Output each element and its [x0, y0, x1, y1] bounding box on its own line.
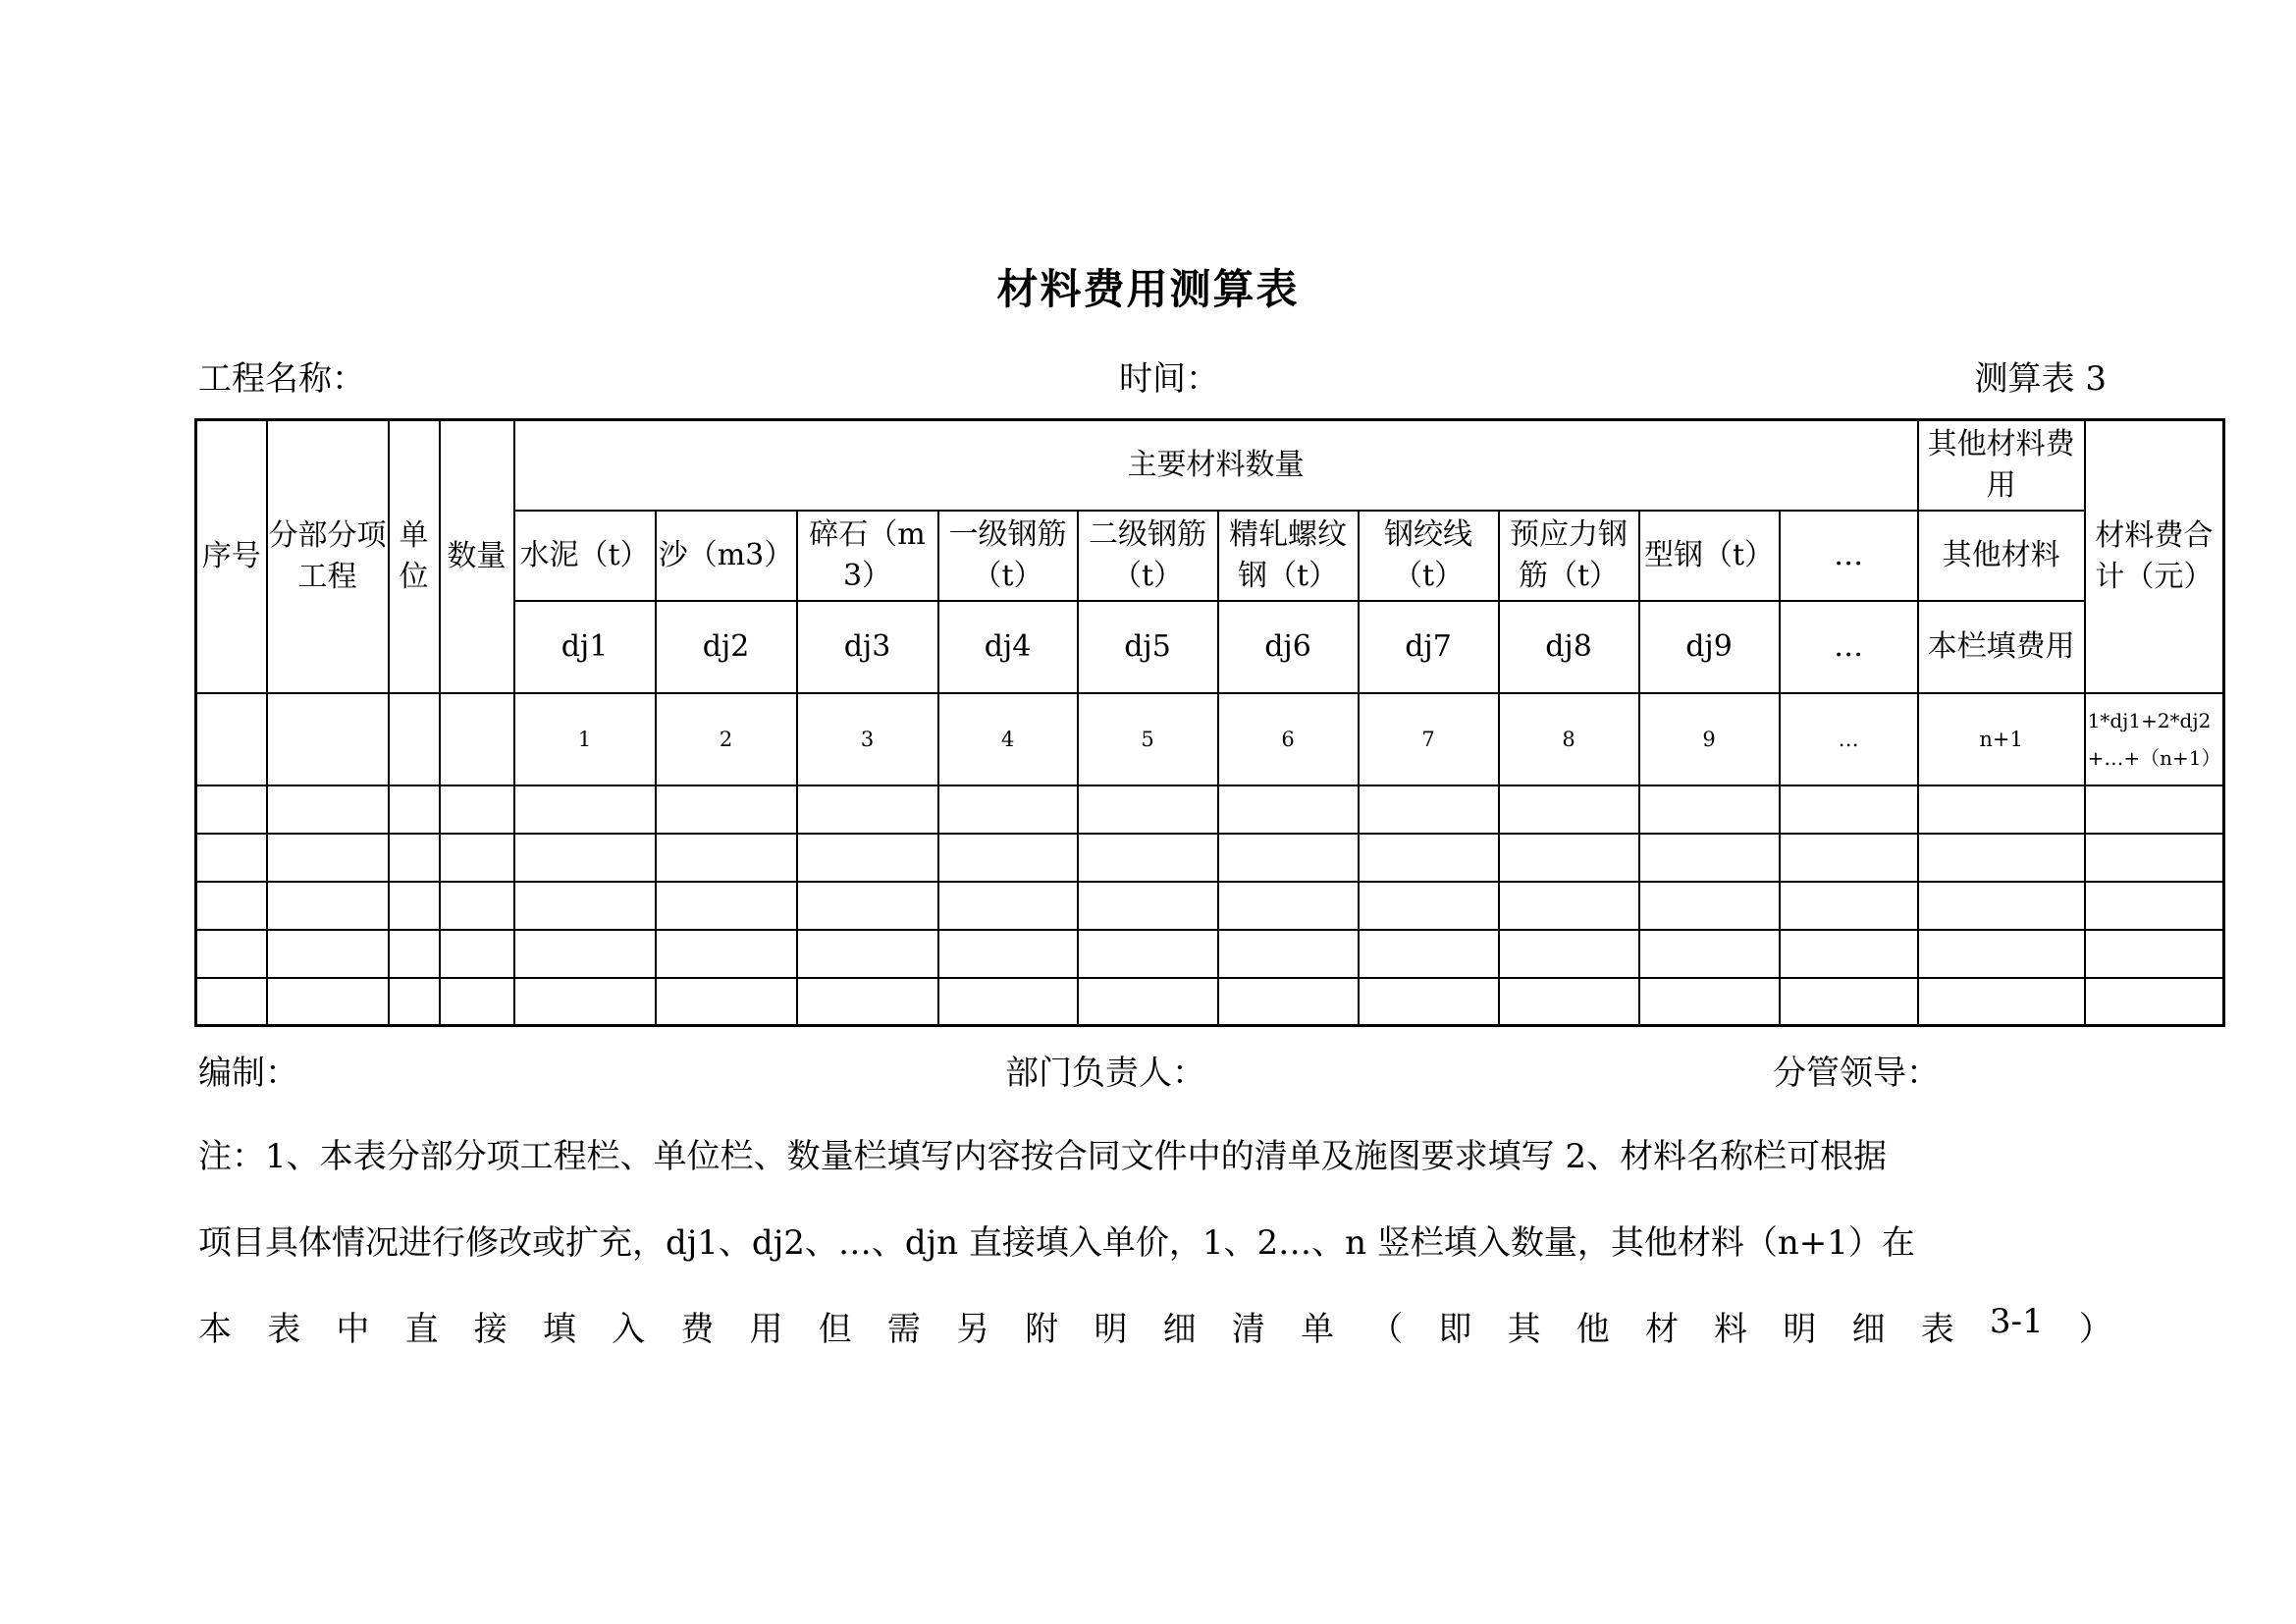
- material-name: 水泥（t）: [514, 511, 656, 601]
- table-cell[interactable]: [797, 785, 938, 834]
- table-cell[interactable]: [267, 930, 389, 978]
- note-line-1: 注：1、本表分部分项工程栏、单位栏、数量栏填写内容按合同文件中的清单及施图要求填写 2、材料名称栏可根据: [198, 1137, 1888, 1176]
- note-char: 直: [404, 1310, 439, 1349]
- table-cell[interactable]: [1078, 785, 1218, 834]
- unit-price: dj3: [797, 601, 938, 693]
- table-cell[interactable]: [196, 978, 267, 1026]
- note-char: 料: [1714, 1310, 1748, 1349]
- table-cell[interactable]: [656, 785, 797, 834]
- unit-price: dj9: [1639, 601, 1780, 693]
- table-row: [196, 930, 2224, 978]
- table-cell[interactable]: [1918, 882, 2085, 930]
- unit-price: dj7: [1359, 601, 1499, 693]
- material-name: 一级钢筋（t）: [938, 511, 1078, 601]
- note-char: 表: [1920, 1310, 1954, 1349]
- sheet-number: 测算表 3: [1974, 359, 2107, 399]
- table-cell[interactable]: [514, 834, 656, 882]
- note-char: 他: [1575, 1310, 1610, 1349]
- unit-price: dj5: [1078, 601, 1218, 693]
- table-cell[interactable]: [196, 693, 267, 785]
- table-cell[interactable]: [440, 785, 514, 834]
- material-cost-table: [194, 418, 2225, 1027]
- unit-price: dj4: [938, 601, 1078, 693]
- note-char: 细: [1851, 1310, 1886, 1349]
- table-cell[interactable]: [514, 785, 656, 834]
- table-cell[interactable]: [440, 882, 514, 930]
- table-cell[interactable]: [938, 834, 1078, 882]
- table-cell[interactable]: [1918, 930, 2085, 978]
- note-char: 入: [612, 1310, 646, 1349]
- table-row: [196, 882, 2224, 930]
- note-char: （: [1369, 1310, 1404, 1349]
- note-char: 清: [1231, 1310, 1265, 1349]
- table-cell[interactable]: [196, 834, 267, 882]
- table-cell[interactable]: [656, 930, 797, 978]
- prepared-by-label: 编制：: [198, 1054, 298, 1093]
- table-cell[interactable]: [938, 882, 1078, 930]
- table-cell[interactable]: [1780, 834, 1918, 882]
- note-line-3: [198, 1302, 2112, 1350]
- table-cell[interactable]: [1780, 785, 1918, 834]
- table-cell[interactable]: [1639, 930, 1780, 978]
- table-cell[interactable]: [389, 882, 440, 930]
- note-char: 本: [198, 1310, 232, 1349]
- note-char: 即: [1438, 1310, 1472, 1349]
- table-cell[interactable]: [267, 978, 389, 1026]
- table-row: [196, 834, 2224, 882]
- unit-price: …: [1780, 601, 1918, 693]
- table-cell[interactable]: [1639, 834, 1780, 882]
- material-name: 钢绞线（t）: [1359, 511, 1499, 601]
- quantity-index: 8: [1499, 693, 1639, 785]
- quantity-index: …: [1780, 693, 1918, 785]
- quantity-index: 5: [1078, 693, 1218, 785]
- table-cell[interactable]: [1499, 978, 1639, 1026]
- header-subitem: 分部分项工程: [267, 420, 389, 693]
- note-char: 细: [1162, 1310, 1197, 1349]
- material-name: 碎石（m3）: [797, 511, 938, 601]
- table-cell[interactable]: [2085, 930, 2224, 978]
- table-cell[interactable]: [267, 693, 389, 785]
- table-cell[interactable]: [514, 978, 656, 1026]
- table-cell[interactable]: [938, 930, 1078, 978]
- table-cell[interactable]: [440, 834, 514, 882]
- header-main-materials: 主要材料数量: [514, 420, 1918, 511]
- note-char: 材: [1644, 1310, 1679, 1349]
- note-char: 其: [1507, 1310, 1541, 1349]
- table-cell[interactable]: [1499, 930, 1639, 978]
- material-name: 沙（m3）: [656, 511, 797, 601]
- table-cell[interactable]: [1499, 882, 1639, 930]
- table-cell[interactable]: [2085, 882, 2224, 930]
- note-char: 明: [1094, 1310, 1128, 1349]
- material-name: …: [1780, 511, 1918, 601]
- table-row: [196, 978, 2224, 1026]
- other-price-note: 本栏填费用: [1918, 601, 2085, 693]
- table-cell[interactable]: [1218, 785, 1359, 834]
- table-cell[interactable]: [1499, 834, 1639, 882]
- leader-label: 分管领导：: [1773, 1054, 1940, 1093]
- note-char: 表: [267, 1310, 301, 1349]
- table-cell[interactable]: [1359, 930, 1499, 978]
- unit-price: dj6: [1218, 601, 1359, 693]
- table-cell[interactable]: [1780, 882, 1918, 930]
- table-cell[interactable]: [196, 785, 267, 834]
- note-char: 中: [336, 1310, 370, 1349]
- table-cell[interactable]: [1359, 834, 1499, 882]
- table-cell[interactable]: [1359, 978, 1499, 1026]
- material-name: 精轧螺纹钢（t）: [1218, 511, 1359, 601]
- quantity-index: 7: [1359, 693, 1499, 785]
- quantity-index: 3: [797, 693, 938, 785]
- table-cell[interactable]: [267, 882, 389, 930]
- table-cell[interactable]: [797, 882, 938, 930]
- table-cell[interactable]: [938, 978, 1078, 1026]
- table-cell[interactable]: [514, 882, 656, 930]
- table-cell[interactable]: [389, 978, 440, 1026]
- table-cell[interactable]: [1078, 930, 1218, 978]
- table-cell[interactable]: [1218, 978, 1359, 1026]
- quantity-index: 1: [514, 693, 656, 785]
- table-cell[interactable]: [1078, 882, 1218, 930]
- project-name-label: 工程名称：: [198, 359, 365, 399]
- table-cell[interactable]: [440, 978, 514, 1026]
- quantity-index: 6: [1218, 693, 1359, 785]
- table-cell[interactable]: [1499, 785, 1639, 834]
- dept-head-label: 部门负责人：: [1005, 1054, 1205, 1093]
- table-cell[interactable]: [440, 693, 514, 785]
- header-total: 材料费合计（元）: [2085, 420, 2224, 693]
- other-quantity-index: n+1: [1918, 693, 2085, 785]
- note-char: 3-1: [1989, 1302, 2044, 1341]
- unit-price: dj2: [656, 601, 797, 693]
- table-cell[interactable]: [1078, 834, 1218, 882]
- table-cell[interactable]: [2085, 978, 2224, 1026]
- table-cell[interactable]: [1218, 882, 1359, 930]
- note-char: 用: [749, 1310, 783, 1349]
- material-name: 二级钢筋（t）: [1078, 511, 1218, 601]
- table-cell[interactable]: [1639, 785, 1780, 834]
- table-cell[interactable]: [1780, 978, 1918, 1026]
- table-cell[interactable]: [1078, 978, 1218, 1026]
- table-cell[interactable]: [389, 785, 440, 834]
- table-cell[interactable]: [1639, 882, 1780, 930]
- unit-price: dj1: [514, 601, 656, 693]
- table-cell[interactable]: [1359, 882, 1499, 930]
- table-cell[interactable]: [267, 785, 389, 834]
- page-title: 材料费用测算表: [996, 265, 1300, 313]
- quantity-index: 9: [1639, 693, 1780, 785]
- note-char: 接: [473, 1310, 507, 1349]
- table-cell[interactable]: [389, 693, 440, 785]
- table-cell[interactable]: [267, 834, 389, 882]
- note-line-2: 项目具体情况进行修改或扩充，dj1、dj2、…、djn 直接填入单价，1、2…、n 竖栏填入数量，其他材料（n+1）在: [198, 1223, 1915, 1263]
- table-cell[interactable]: [1218, 834, 1359, 882]
- table-cell[interactable]: [196, 882, 267, 930]
- unit-price: dj8: [1499, 601, 1639, 693]
- header-seq: 序号: [196, 420, 267, 693]
- note-char: 需: [886, 1310, 921, 1349]
- table-cell[interactable]: [389, 930, 440, 978]
- table-cell[interactable]: [797, 930, 938, 978]
- note-char: 填: [542, 1310, 576, 1349]
- table-cell[interactable]: [1780, 930, 1918, 978]
- total-formula: 1*dj1+2*dj2+…+（n+1）: [2085, 693, 2224, 785]
- table-cell[interactable]: [1918, 834, 2085, 882]
- material-name: 型钢（t）: [1639, 511, 1780, 601]
- table-cell[interactable]: [2085, 785, 2224, 834]
- table-cell[interactable]: [656, 978, 797, 1026]
- table-cell[interactable]: [1639, 978, 1780, 1026]
- header-other-materials: 其他材料费用: [1918, 420, 2085, 511]
- material-name: 预应力钢筋（t）: [1499, 511, 1639, 601]
- note-char: 单: [1301, 1310, 1334, 1349]
- table-cell[interactable]: [656, 882, 797, 930]
- note-char: 费: [680, 1310, 715, 1349]
- table-cell[interactable]: [797, 834, 938, 882]
- quantity-index: 2: [656, 693, 797, 785]
- table-cell[interactable]: [1918, 978, 2085, 1026]
- note-char: ）: [2078, 1310, 2112, 1349]
- table-cell[interactable]: [797, 978, 938, 1026]
- note-char: 另: [956, 1310, 990, 1349]
- note-char: 附: [1025, 1310, 1059, 1349]
- table-cell[interactable]: [2085, 834, 2224, 882]
- header-quantity: 数量: [440, 420, 514, 693]
- table-cell[interactable]: [1218, 930, 1359, 978]
- other-material-name: 其他材料: [1918, 511, 2085, 601]
- note-char: 明: [1783, 1310, 1817, 1349]
- table-cell[interactable]: [1918, 785, 2085, 834]
- table-cell[interactable]: [514, 930, 656, 978]
- table-row: [196, 785, 2224, 834]
- time-label: 时间：: [1119, 359, 1219, 399]
- table-cell[interactable]: [938, 785, 1078, 834]
- table-cell[interactable]: [389, 834, 440, 882]
- table-cell[interactable]: [1359, 785, 1499, 834]
- header-unit: 单位: [389, 420, 440, 693]
- table-cell[interactable]: [440, 930, 514, 978]
- note-char: 但: [818, 1310, 852, 1349]
- table-cell[interactable]: [656, 834, 797, 882]
- table-cell[interactable]: [196, 930, 267, 978]
- quantity-index: 4: [938, 693, 1078, 785]
